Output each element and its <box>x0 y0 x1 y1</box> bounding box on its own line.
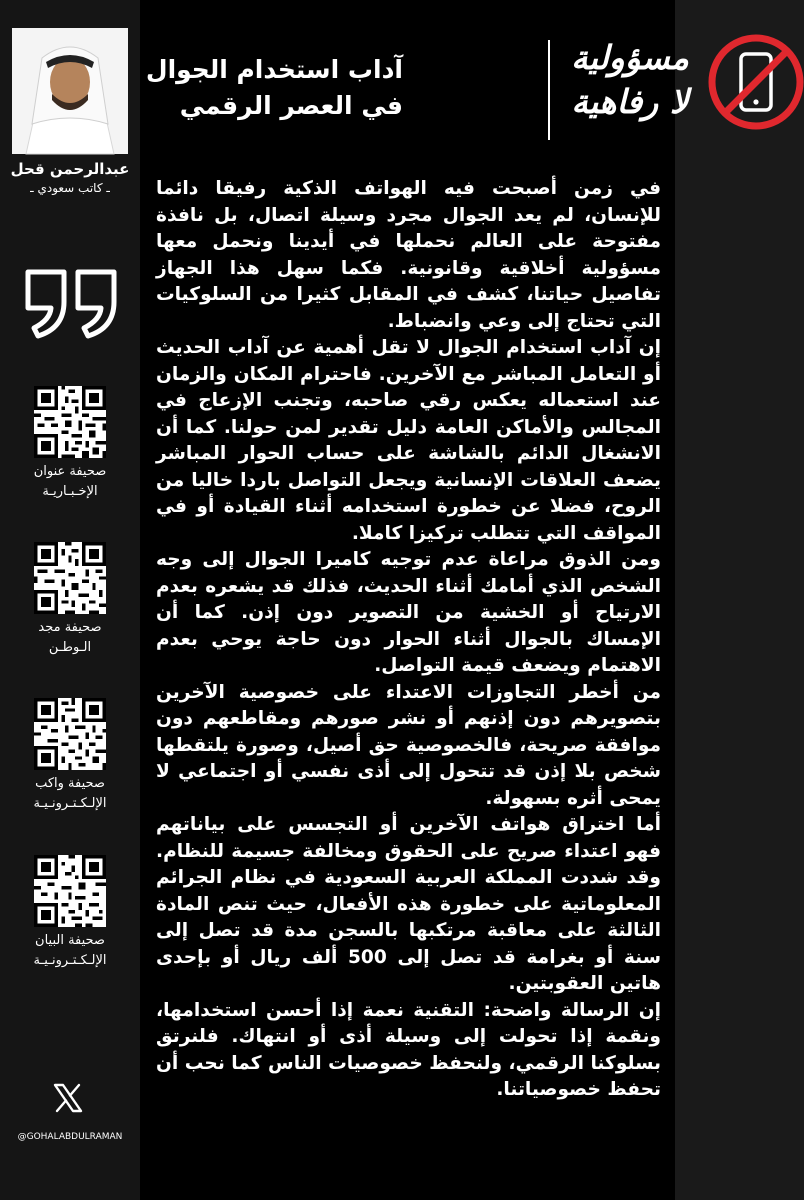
sidebar <box>0 0 140 1200</box>
header <box>140 0 689 170</box>
qr-code-anwan[interactable] <box>34 386 106 458</box>
campaign-brand <box>560 36 700 124</box>
article-paragraph: أما اختراق هواتف الآخرين أو التجسس على بياناتهم فهو اعتداء صريح على الحقوق ومخالفة جسيمة للنظام. وقد شددت المملكة العربية السعودية في نظام الجرائم المعلوماتية على خطورة هذه الأفعال، حيث تنص المادة الثالثة على معاقبة مرتكبها بالسجن مدة قد تصل إلى سنة أو بغرامة قد تصل إلى 500 ألف ريال أو بإحدى هاتين العقوبتين. <box>156 814 661 994</box>
brand-line1: مسؤولية <box>571 38 689 77</box>
brand-line2: لا رفاهية <box>571 82 689 121</box>
publication-label: صحيفة مجد الـوطـن <box>38 620 102 655</box>
article-paragraph: إن الرسالة واضحة: التقنية نعمة إذا أحسن استخدامها، ونقمة إذا تحولت إلى وسيلة أذى أو انتهاك. فلنرتق بسلوكنا الرقمي، ولنحفظ خصوصيات الناس كما نحب أن تحفظ خصوصياتنا. <box>156 999 661 1100</box>
article-paragraph: في زمن أصبحت فيه الهواتف الذكية رفيقا دائما للإنسان، لم يعد الجوال مجرد وسيلة اتصال، بل نافذة مفتوحة على العالم نحملها في أيدينا ونحمل معها مسؤولية أخلاقية وقانونية. فكما سهل هذا الجهاز تفاصيل حياتنا، كشف في المقابل كثيرا من السلوكيات التي تحتاج إلى وعي وانضباط. <box>156 178 661 332</box>
article-body <box>156 176 661 1104</box>
qr-code-bayan[interactable] <box>34 855 106 927</box>
publication-label: صحيفة واكب الإلـكـتـرونـيـة <box>33 776 107 811</box>
author-title: ـ كاتب سعودي ـ <box>30 181 110 195</box>
article-title <box>146 52 403 124</box>
article-paragraph: ومن الذوق مراعاة عدم توجيه كاميرا الجوال إلى وجه الشخص الذي أمامك أثناء الحديث، فذلك قد يشعره بعدم الارتياح أو الخشية من التصوير دون إذن. كما أن الإمساك بالجوال أثناء الحوار دون حاجة يوحي بعدم الاهتمام ويضعف قيمة التواصل. <box>156 549 661 676</box>
author-name: عبدالرحمن قحل <box>10 160 130 178</box>
qr-code-majd[interactable] <box>34 542 106 614</box>
article-paragraph: إن آداب استخدام الجوال لا تقل أهمية عن آداب الحديث أو التعامل المباشر مع الآخرين. فاحترام المكان والزمان عند استعماله يعكس رقي صاحبه، وتجنب الإزعاج في المجالس والأماكن العامة دليل تقدير لمن حولنا. كما أن الانشغال الدائم بالشاشة على حساب الحوار المباشر يضعف العلاقات الإنسانية ويجعل التواصل باردا خاليا من الروح، فضلا عن خطورة استخدامه أثناء القيادة أو في المواقف التي تتطلب تركيزا كاملا. <box>156 337 661 544</box>
article-paragraph: من أخطر التجاوزات الاعتداء على خصوصية الآخرين بتصويرهم دون إذنهم أو نشر صورهم ومقاطعهم دون موافقة صريحة، فالخصوصية حق أصيل، وصورة يلتقطها شخص بلا إذن قد تتحول إلى أذى نفسي أو اجتماعي لا يمحى أثره بسهولة. <box>156 681 661 809</box>
quote-icon <box>24 268 120 338</box>
x-logo-icon[interactable] <box>52 1082 84 1114</box>
social-handle[interactable]: @GOHALABDULRAMAN <box>17 1132 123 1142</box>
publication-label: صحيفة عنوان الإخـبـاريـة <box>33 464 107 499</box>
qr-code-wakeb[interactable] <box>34 698 106 770</box>
title-line1: آداب استخدام الجوال <box>145 55 403 84</box>
header-divider <box>548 40 550 140</box>
no-phone-icon <box>708 34 804 130</box>
publication-label: صحيفة البيان الإلـكـتـرونـيـة <box>33 933 107 968</box>
author-avatar <box>12 28 128 154</box>
title-line2: في العصر الرقمي <box>179 91 403 120</box>
